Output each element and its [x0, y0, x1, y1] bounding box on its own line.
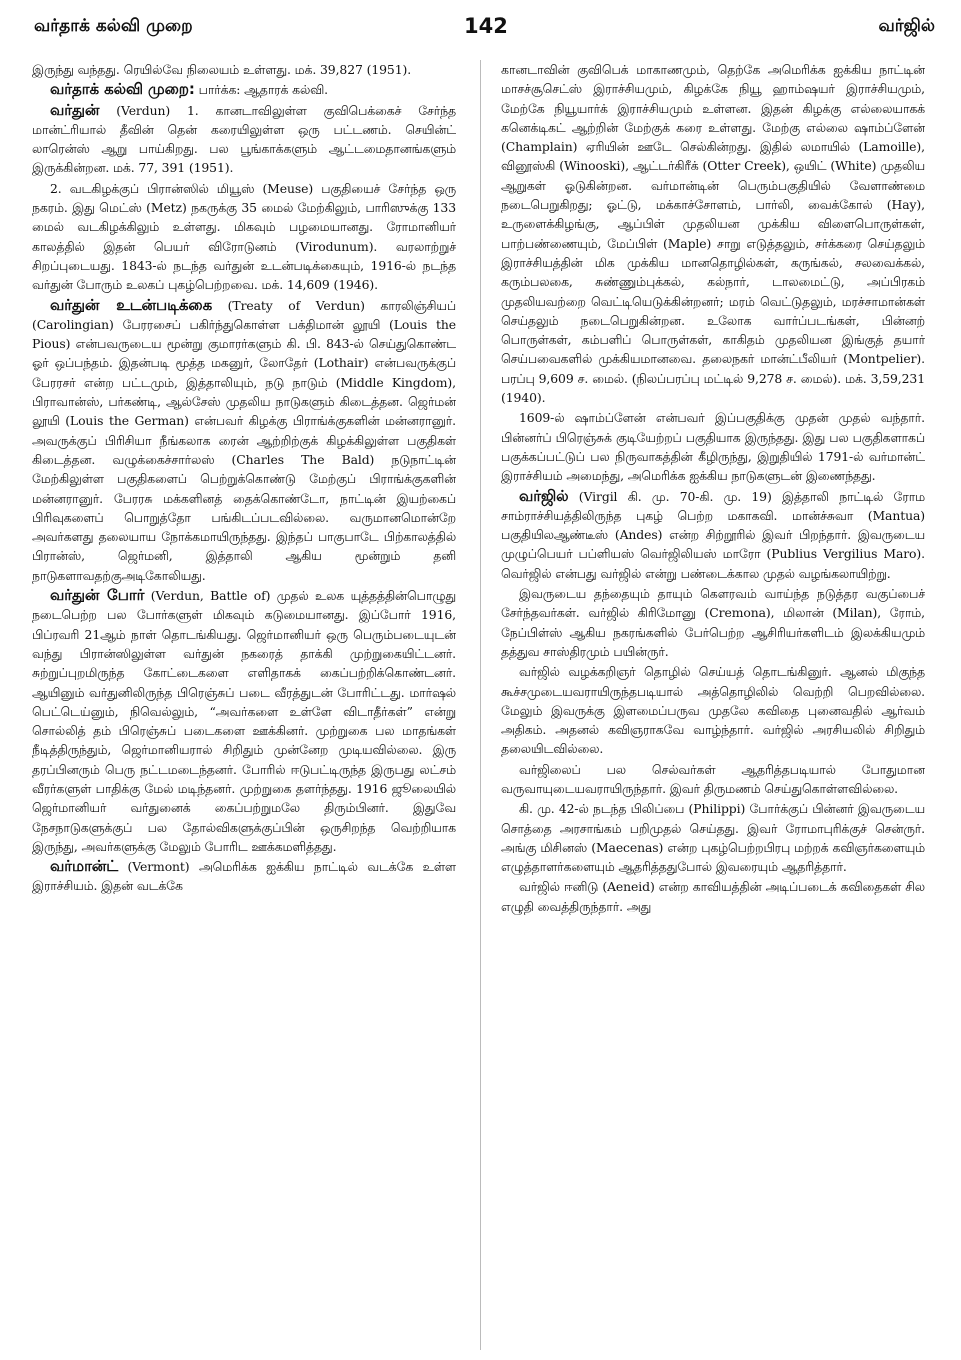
- entry-paragraph: [32, 586, 456, 856]
- entry-paragraph: [32, 60, 456, 79]
- entry-headword: வர்தாக் கல்வி முறை:: [50, 80, 195, 99]
- entry-paragraph: [501, 584, 925, 661]
- entry-text: கானடாவின் குவிபெக் மாகாணமும், தெற்கே அமெரிக்க ஐக்கிய நாட்டின் மாசச்சூசெட்ஸ் இராச்சியமும், கிழக்கே நியூ ஹாம்ஷயர் இராச்சியமும், மேற்கே நியூயார்க் இராச்சியமும் உள்ளன. இதன் கிழக்கு எல்லையாகக் கனெக்டிகட் ஆற்றின் மேற்குக் கரை உள்ளது. மேற்கு எல்லை ஷாம்ப்ளேன் (Champlain) ஏரியின் ஊடே செல்கின்றது. இதில் லமாயில் (Lamoille), வினூஸ்கி (Winooski), ஆட்டர்கிரீக் (Otter Creek), ஒயிட் (White) முதலிய ஆறுகள் ஓடுகின்றன. வர்மான்டின் பெரும்பகுதியில் வேளாண்மை நடைபெறுகிறது; ஓட்டு, மக்காச்சோளம், பார்லி, வைக்கோல் (Hay), உருளைக்கிழங்கு, ஆப்பிள் முதலியன முக்கிய விளைபொருள்கள், பாற்பண்ணையும், மேப்பிள் (Maple) சாறு எடுத்தலும், சர்க்கரை செய்தலும் இராச்சியத்தின் மிக முக்கிய மானதொழில்கள், கருங்கல், சலவைக்கல், கரும்பலகை, சுண்ணும்புக்கல், கல்நார், டாலமைட்டு, அப்பிரகம் முதலியவற்றை வெட்டியெடுக்கின்றனர்; மரம் வெட்டுதலும், மரச்சாமான்கள் செய்தலும் நடைபெறுகின்றன. உலோக வார்ப்படங்கள், பின்னற் பொருள்கள், கம்பளிப் பொருள்கள், காகிதம் முதலியன இங்குத் தயார் செய்பவைகளில் முக்கியமானவை. தலைநகர் மான்ட்பீலியர் (Montpelier). பரப்பு 9,609 ச. மைல். (நிலப்பரப்பு மட்டில் 9,278 ச. மைல்). மக். 3,59,231 (1940).: [501, 62, 925, 406]
- entry-text: கி. மு. 42-ல் நடந்த பிலிப்பை (Philippi) போர்க்குப் பின்னர் இவருடைய சொத்தை அரசாங்கம் பறிமுதல் செய்தது. இவர் ரோமாபுரிக்குச் சென்ருர். அங்கு மிசினஸ் (Maecenas) என்ற புகழ்பெற்றபிரபு மற்றக் கவிஞர்களையும் எழுத்தாளர்களையும் ஆதரித்ததுபோல் இவரையும் ஆதரித்தார்.: [501, 801, 925, 875]
- page-header: [34, 14, 935, 50]
- entry-headword: வர்ஜில்: [519, 486, 569, 505]
- entry-text: இவருடைய தந்தையும் தாயும் கௌரவம் வாய்ந்த நடுத்தர வகுப்பைச் சேர்ந்தவர்கள். வர்ஜில் கிரிமோனு (Cremona), மிலான் (Milan), ரோம், நேப்பிள்ஸ் ஆகிய நகரங்களில் பேர்பெற்ற ஆசிரியர்களிடம் இலக்கியமும் தத்துவ சாஸ்திரமும் பயின்ருர்.: [501, 586, 925, 659]
- entry-text: (Vermont) அமெரிக்க ஐக்கிய நாட்டில் வடக்கே உள்ள இராச்சியம். இதன் வடக்கே: [32, 859, 456, 894]
- entry-headword: வர்துன் உடன்படிக்கை: [50, 295, 213, 314]
- entry-paragraph: [32, 101, 456, 178]
- entry-text: 1609-ல் ஷாம்ப்ளேன் என்பவர் இப்பகுதிக்கு முதன் முதல் வந்தார். பின்னர்ப் பிரெஞ்சுக் குடியேற்றப் பகுதியாக இருந்தது. இது பல பகுதிகளாகப் பகுக்கப்பட்டுப் பல நிருவாகத்தின் கீழிருந்து, இறுதியில் 1791-ல் வர்மான்ட் இராச்சியம் அமைந்து, அமெரிக்க ஐக்கிய நாடுகளுடன் இணைந்தது.: [501, 410, 925, 484]
- page-number: 142: [464, 14, 508, 38]
- entry-paragraph: [501, 408, 925, 485]
- entry-text: பார்க்க: ஆதாரக் கல்வி.: [194, 82, 329, 98]
- entry-paragraph: [501, 60, 925, 407]
- right-column: [501, 60, 925, 1350]
- column-divider: [480, 60, 481, 1350]
- running-head-left: வர்தாக் கல்வி முறை: [34, 16, 193, 36]
- entry-headword: வர்மான்ட்: [50, 857, 119, 876]
- entry-headword: வர்துன் போர்: [50, 586, 145, 605]
- entry-paragraph: [501, 877, 925, 916]
- entry-text: வர்ஜில் ஈனிடு (Aeneid) என்ற காவியத்தின் அடிப்படைக் கவிதைகள் சில எழுதி வைத்திருந்தார். அது: [501, 879, 925, 914]
- entry-text: இருந்து வந்தது. ரெயில்வே நிலையம் உள்ளது. மக். 39,827 (1951).: [32, 62, 412, 77]
- entry-text: (Treaty of Verdun) காரலிஞ்சியப் (Carolingian) பேரரசைப் பகிர்ந்துகொள்ள பக்திமான் லூயி (Louis the Pious) என்பவருடைய மூன்று குமாரர்களும் கி. பி. 843-ல் செய்துகொண்ட ஓர் ஒப்பந்தம். இதன்படி மூத்த மகனுர், லோதேர் (Lothair) என்பவருக்குப் பேரரசர் என்ற பட்டமும், இத்தாலியும், நடு நாடும் (Middle Kingdom), பிராவான்ஸ், பர்கண்டி, ஆல்சேஸ் முதலிய நாடுகளும் கிடைத்தன. ஜெர்மன் லூயி (Louis the German) என்பவர் கிழக்கு பிராங்க்குகளின் மன்னரானுர். அவருக்குப் பிரிசியா நீங்கலாக ரைன் ஆற்றிற்குக் கிழக்கிலுள்ள பகுதிகள் கிடைத்தன. வழுக்கைச்சார்லஸ் (Charles The Bald) நடுநாட்டின் மேற்கிலுள்ள பகுதிகளைப் பெற்றுக்கொண்டு மேற்குப் பிராங்க்குகளின் மன்னரானுர். பேரரசு மக்களினத் தைக்கொண்டோ, நாட்டின் இயற்கைப் பிரிவுகளைப் பொறுத்தோ பங்கிடப்படவில்லை. வருமானமொன்றே அவர்களது தலையாய நோக்கமாயிருந்தது. இந்தப் பாகுபாடே பிற்காலத்தில் பிரான்ஸ், ஜெர்மனி, இத்தாலி ஆகிய மூன்றும் தனி நாடுகளாவதற்குஅடிகோலியது.: [32, 297, 456, 583]
- entry-headword: வர்துன்: [50, 100, 100, 119]
- entry-paragraph: [32, 179, 456, 295]
- entry-paragraph: [32, 857, 456, 896]
- entry-paragraph: [501, 487, 925, 583]
- running-head-right: வர்ஜில்: [878, 16, 935, 36]
- entry-text: வர்ஜிலைப் பல செல்வர்கள் ஆதரித்தபடியால் போதுமான வருவாயுடையவராயிருந்தார். இவர் திருமணம் செய்துகொள்ளவில்லை.: [501, 761, 925, 796]
- entry-paragraph: [32, 296, 456, 585]
- entry-text: (Verdun, Battle of) முதல் உலக யுத்தத்தின்பொழுது நடைபெற்ற பல போர்களுள் மிகவும் கடுமையானது. இப்போர் 1916, பிப்ரவரி 21ஆம் நாள் தொடங்கியது. ஜெர்மானியர் ஒரு பெரும்படையுடன் வந்து பிரான்ஸிலுள்ள வர்துன் நகரைத் தாக்கி முற்றுகையிட்டனர். சுற்றுப்புறமிருந்த கோட்டைகளை எளிதாகக் கைப்பற்றிக்கொண்டனர். ஆயினும் வர்துனிலிருந்த பிரெஞ்சுப் படை வீரத்துடன் போரிட்டது. மார்ஷல் பெட்டெய்னும், நிவெல்லும், “அவர்களை உள்ளே விடாதீர்கள்” என்று சொல்லித் தம் பிரெஞ்சுப் படைகளை ஊக்கினர். முற்றுகை பல மாதங்கள் நீடித்திருந்தும், ஜெர்மானியரால் சிறிதும் முன்னேற முடியவில்லை. இரு தரப்பினரும் பெரு நட்டமடைந்தனர். போரில் ஈடுபட்டிருந்த இருபது லட்சம் வீரர்களுள் பாதிக்கு மேல் மடிந்தனர். முற்றுகை தளர்ந்தது. 1916 ஜூலையில் ஜெர்மானியர் வர்துனைக் கைப்பற்றுமலே திரும்பினர். இதுவே நேசநாடுகளுக்குப் பல தோல்விகளுக்குப்பின் ஒருசிறந்த வெற்றியாக இருந்து, அவர்களுக்கு மேலும் போரிட ஊக்கமளித்தது.: [32, 588, 456, 854]
- entry-paragraph: [501, 662, 925, 758]
- entry-paragraph: [501, 760, 925, 799]
- entry-text: 2. வடகிழக்குப் பிரான்ஸில் மியூஸ் (Meuse) பகுதியைச் சேர்ந்த ஒரு நகரம். இது மெட்ஸ் (Metz) நகருக்கு 35 மைல் மேற்கிலும், பாரிஸுக்கு 133 மைல் வடகிழக்கிலும் உள்ளது. மிகவும் பழமையானது. ரோமானியர் காலத்தில் இதன் பெயர் விரோடுனம் (Virodunum). வரலாற்றுச் சிறப்புடையது. 1843-ல் நடந்த வர்துன் உடன்படிக்கையும், 1916-ல் நடந்த வர்துன் போரும் உலகப் புகழ்பெற்றவை. மக். 14,609 (1946).: [32, 180, 456, 293]
- left-column: [32, 60, 456, 1350]
- entry-text: (Verdun) 1. கானடாவிலுள்ள குவிபெக்கைச் சேர்ந்த மான்ட்ரியால் தீவின் தென் கரையிலுள்ள ஒரு பட்டணம். செயின்ட் லாரென்ஸ் ஆறு பாய்கிறது. பல பூங்காக்களும் ஆட்டமைதானங்களும் இருக்கின்றன. மக். 77, 391 (1951).: [32, 102, 456, 176]
- entry-text: (Virgil கி. மு. 70-கி. மு. 19) இத்தாலி நாட்டில் ரோம சாம்ராச்சியத்திலிருந்த புகழ் பெற்ற மகாகவி. மான்ச்சுவா (Mantua) பகுதியிலஆண்டீஸ் (Andes) என்ற சிற்றூரில் இவர் பிறந்தார். இவருடைய முழுப்பெயர் பப்ளியஸ் வெர்ஜிலியஸ் மாரோ (Publius Vergilius Maro). வெர்ஜில் என்பது வர்ஜில் என்று பண்டைக்கால முதல் வழங்கலாயிற்று.: [501, 488, 925, 581]
- entry-text: வர்ஜில் வழக்கறிஞர் தொழில் செய்யத் தொடங்கினுர். ஆனல் மிகுந்த கூச்சமுடையவராயிருந்தபடியால் அத்தொழிலில் வெற்றி பெறவில்லை. மேலும் இவருக்கு இளமைப்பருவ முதலே கவிதை புனைவதில் ஆர்வம் அதிகம். அதனல் கவிஞராகவே வாழ்ந்தார். வர்ஜில் அரசியலில் சிறிதும் தலையிடவில்லை.: [501, 664, 925, 757]
- entry-paragraph: [501, 799, 925, 876]
- entry-paragraph: [32, 80, 456, 99]
